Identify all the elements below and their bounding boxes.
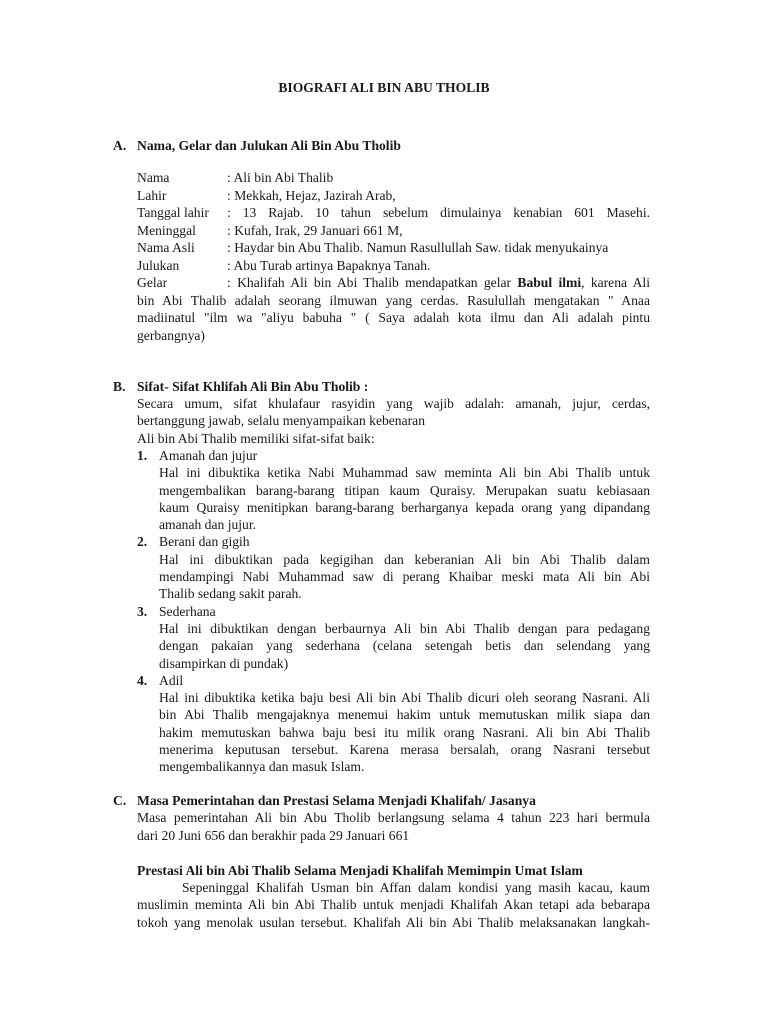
paragraph-line: bin Abi Thalib mengajaknya menemui hakim untuk memutuskan milik siapa dan xyxy=(159,707,650,723)
field-label: Tanggal lahir xyxy=(137,205,209,220)
value-text: Haydar bin Abu Thalib. Namun Rasullullah Saw. tidak menyukainya xyxy=(234,240,609,255)
field-label: Julukan xyxy=(137,257,180,273)
paragraph-line: Sepeninggal Khalifah Usman bin Affan dalam kondisi yang masih kacau, kaum xyxy=(182,880,650,895)
paragraph-line: Hal ini dibuktikan pada kegigihan dan keberanian Ali bin Abi Thalib dalam xyxy=(159,551,650,567)
field-label: Lahir xyxy=(137,187,167,203)
paragraph-line: Hal ini dibuktikan dengan berbaurnya Ali bin Abi Thalib dengan para pedagang xyxy=(159,620,650,636)
value-text: Mekkah, Hejaz, Jazirah Arab, xyxy=(234,187,396,203)
list-item-title: Sederhana xyxy=(159,603,216,619)
section-letter: A. xyxy=(113,138,127,153)
paragraph-line: amanah dan jujur. xyxy=(159,517,257,533)
paragraph-line: dari 20 Juni 656 dan berakhir pada 29 Januari 661 xyxy=(137,828,410,843)
document-title: BIOGRAFI ALI BIN ABU THOLIB xyxy=(278,80,490,95)
value-text: 13 Rajab. 10 tahun sebelum dimulainya kenabian 601 Masehi. xyxy=(242,205,650,220)
paragraph-line: Hal ini dibuktika ketika Nabi Muhammad saw meminta Ali bin Abi Thalib untuk xyxy=(159,465,650,481)
list-number: 3. xyxy=(137,603,148,619)
field-value: : Khalifah Ali bin Abi Thalib mendapatkan gelar Babul ilmi, karena Ali xyxy=(227,275,650,290)
list-number: 4. xyxy=(137,672,148,688)
list-item-title: Adil xyxy=(159,672,184,688)
list-item-title: Berani dan gigih xyxy=(159,534,250,550)
paragraph-line: menerima keputusan tersebut. Karena merasa bersalah, orang Nasrani tersebut xyxy=(159,742,650,757)
bold-term: Babul ilmi xyxy=(517,275,582,290)
field-label: Meninggal xyxy=(137,222,196,238)
field-label: Nama Asli xyxy=(137,240,195,255)
field-value: : Abu Turab artinya Bapaknya Tanah. xyxy=(227,257,431,273)
section-letter: B. xyxy=(113,379,126,394)
list-item-title: Amanah dan jujur xyxy=(159,447,258,463)
section-letter: C. xyxy=(113,793,127,808)
value-text: Abu Turab artinya Bapaknya Tanah. xyxy=(233,257,431,273)
field-value: : Mekkah, Hejaz, Jazirah Arab, xyxy=(227,187,396,203)
section-heading: Sifat- Sifat Khlifah Ali Bin Abu Tholib : xyxy=(137,379,369,394)
paragraph-line: tokoh yang menolak usulan tersebut. Khalifah Ali bin Abi Thalib melaksanakan langkah- xyxy=(137,915,650,930)
value-text: , karena Ali xyxy=(581,275,650,290)
field-label: Gelar xyxy=(137,275,168,290)
list-number: 1. xyxy=(137,447,148,463)
paragraph-line: mengembalikan barang-barang titipan kaum Quraisy. Merupakan suatu kebiasaan xyxy=(159,482,650,498)
field-value: : Ali bin Abi Thalib xyxy=(227,170,334,185)
value-text: Khalifah Ali bin Abi Thalib mendapatkan gelar xyxy=(237,275,512,290)
paragraph-line: hakim memutuskan bahwa baju besi itu milik orang Nasrani. Ali bin Abi Thalib xyxy=(159,724,650,740)
paragraph-line: Thalib sedang sakit parah. xyxy=(159,586,302,602)
field-label: Nama xyxy=(137,170,170,185)
subheading: Prestasi Ali bin Abi Thalib Selama Menjadi Khalifah Memimpin Umat Islam xyxy=(137,863,583,878)
value-text: Ali bin Abi Thalib xyxy=(233,170,334,185)
paragraph-line: Ali bin Abi Thalib memiliki sifat-sifat baik: xyxy=(137,430,375,446)
paragraph-line: Masa pemerintahan Ali bin Abu Tholib berlangsung selama 4 tahun 223 hari bermula xyxy=(137,810,650,825)
value-text: Kufah, Irak, 29 Januari 661 M, xyxy=(234,222,403,238)
paragraph-line: kaum Quraisy menitipkan barang-barang berharganya kepada orang yang dipandang xyxy=(159,499,650,515)
section-heading: Masa Pemerintahan dan Prestasi Selama Menjadi Khalifah/ Jasanya xyxy=(137,793,536,808)
paragraph-line: bin Abi Thalib adalah seorang ilmuwan yang cerdas. Rasulullah mengatakan " Anaa xyxy=(137,292,650,308)
paragraph-line: madiinatul "ilm wa "aliyu babuha " ( Saya adalah kota ilmu dan Ali adalah pintu xyxy=(137,310,650,325)
paragraph-line: bertanggung jawab, selalu menyampaikan kebenaran xyxy=(137,413,425,429)
paragraph-line: Secara umum, sifat khulafaur rasyidin yang wajib adalah: amanah, jujur, cerdas, xyxy=(137,396,650,411)
paragraph-line: gerbangnya) xyxy=(137,327,205,343)
paragraph-line: mendampingi Nabi Muhammad saw di perang Khaibar meski mata Ali bin Abi xyxy=(159,569,650,584)
field-value: : Kufah, Irak, 29 Januari 661 M, xyxy=(227,222,403,238)
paragraph-line: mengembalikannya dan masuk Islam. xyxy=(159,759,365,775)
field-value: : Haydar bin Abu Thalib. Namun Rasullullah Saw. tidak menyukainya xyxy=(227,240,609,255)
paragraph-line: muslimin meminta Ali bin Abi Thalib untuk menjadi Khalifah Akan tetapi ada bebarapa xyxy=(137,897,650,912)
section-heading: Nama, Gelar dan Julukan Ali Bin Abu Tholib xyxy=(137,138,401,153)
field-value: : 13 Rajab. 10 tahun sebelum dimulainya kenabian 601 Masehi. xyxy=(227,205,650,220)
paragraph-line: Hal ini dibuktika ketika baju besi Ali bin Abi Thalib dicuri oleh seorang Nasrani. Ali xyxy=(159,690,650,706)
paragraph-line: disampirkan di pundak) xyxy=(159,655,289,671)
paragraph-line: dengan pakaian yang sederhana (celana setengah betis dan selendang yang xyxy=(159,638,650,654)
list-number: 2. xyxy=(137,534,148,550)
